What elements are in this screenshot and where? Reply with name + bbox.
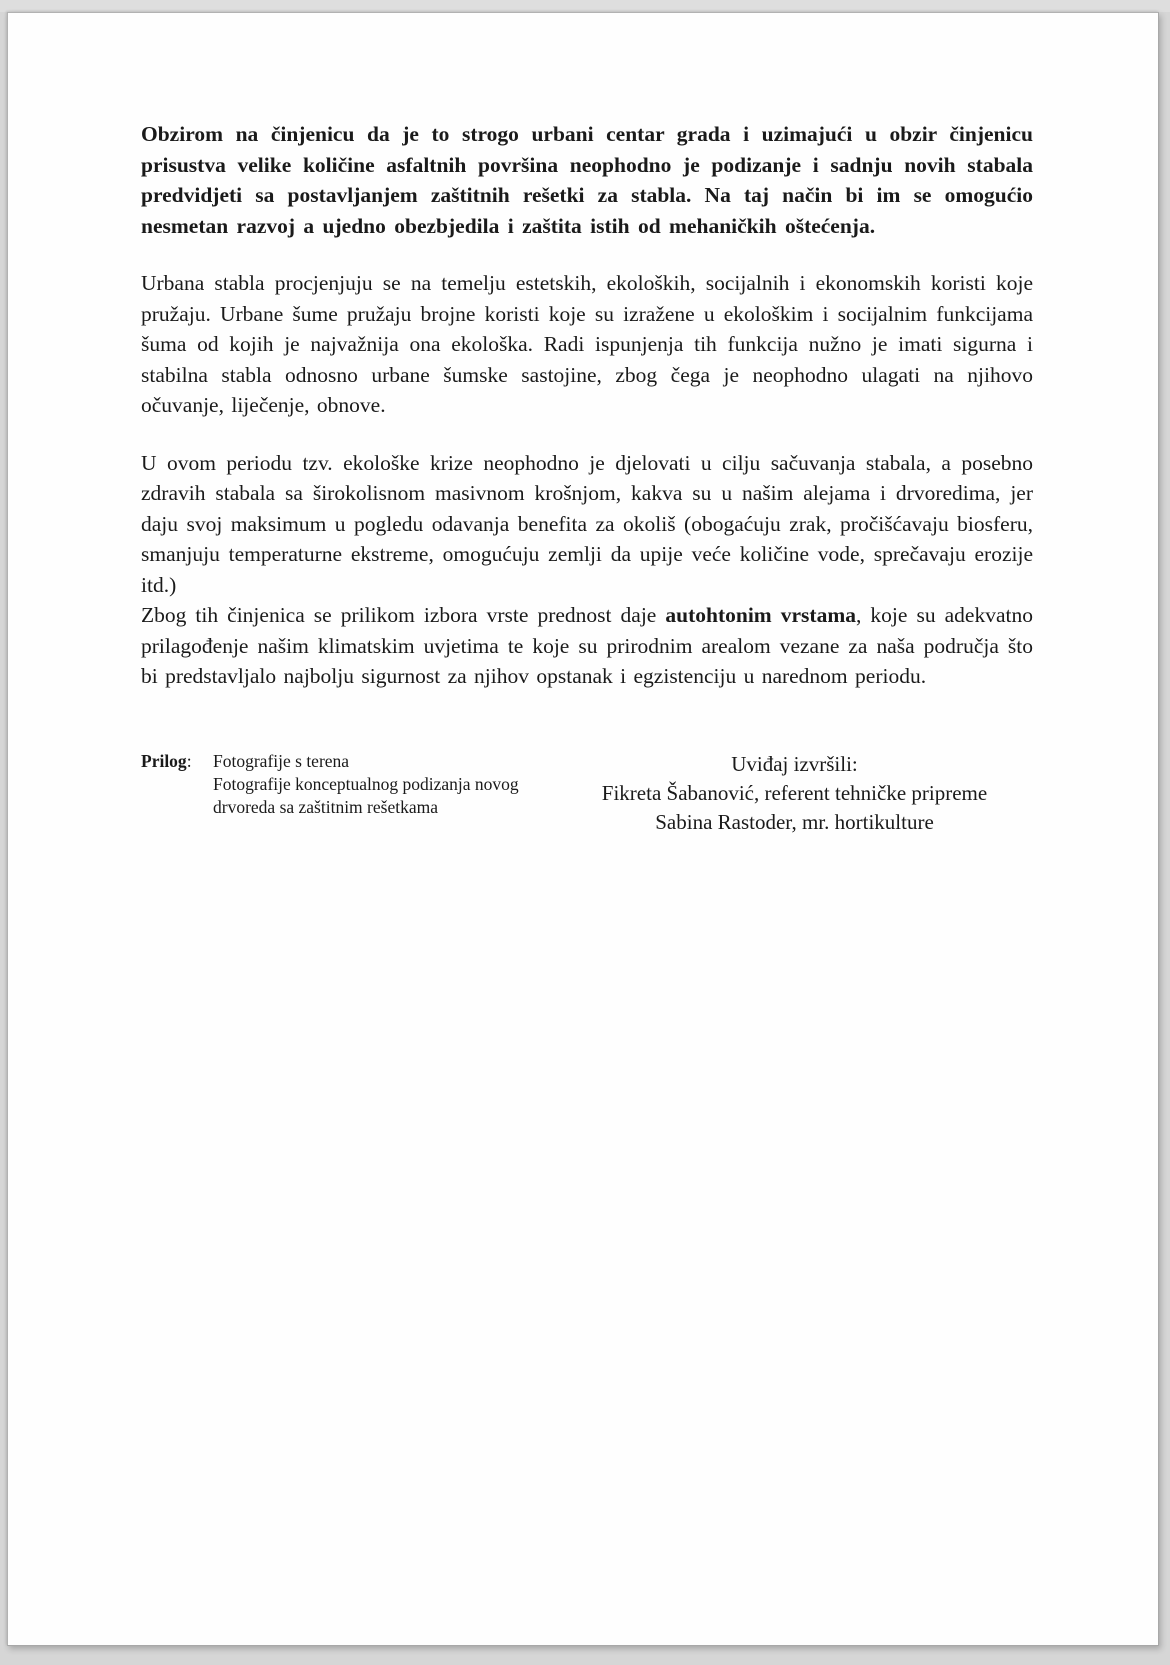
paragraph-autohtone-bold-phrase: autohtonim vrstama xyxy=(665,603,856,627)
signature-person-2: Sabina Rastoder, mr. hortikulture xyxy=(655,809,934,834)
attachments-label-cell xyxy=(141,750,213,819)
attachments-list xyxy=(213,750,556,819)
signature-block xyxy=(556,750,1033,837)
signature-heading: Uviđaj izvršili: xyxy=(731,751,858,776)
paragraph-autohtone-before: Zbog tih činjenica se prilikom izbora vrste prednost daje xyxy=(141,603,666,627)
footer-row xyxy=(141,750,1033,837)
paragraph-autohtone-vrste xyxy=(141,600,1033,692)
paragraph-intro: Obzirom na činjenicu da je to strogo urbani centar grada i uzimajući u obzir činjenicu prisustva velike količine asfaltnih površina neophodno je podizanje i sadnju novih stabala predvidjeti sa postavljanjem zaštitnih rešetki za stabla. Na taj način bi im se omogućio nesmetan razvoj a ujedno obezbjedila i zaštita istih od mehaničkih oštećenja. xyxy=(141,122,1033,238)
attachment-item-3: drvoreda sa zaštitnim rešetkama xyxy=(213,796,438,817)
attachments-label: Prilog xyxy=(141,750,187,771)
document-page xyxy=(7,12,1159,1646)
attachment-item-1: Fotografije s terena xyxy=(213,750,350,771)
document-content xyxy=(8,13,1158,1645)
signature-person-1: Fikreta Šabanović, referent tehničke pripreme xyxy=(601,780,988,805)
attachments-block xyxy=(141,750,556,819)
paragraph-autohtone-after: , koje su adekvatno prilagođenje našim klimatskim uvjetima te koje su prirodnim arealom vezane za naša područja što bi predstavljalo najbolju sigurnost za njihov opstanak i egzistenciju u narednom periodu. xyxy=(141,603,1033,688)
attachment-item-2: Fotografije konceptualnog podizanja novog xyxy=(213,773,519,794)
attachments-label-colon: : xyxy=(186,750,192,771)
paragraph-ekoloska-kriza: U ovom periodu tzv. ekološke krize neophodno je djelovati u cilju sačuvanja stabala, a posebno zdravih stabala sa širokolisnom masivnom krošnjom, kakva su u našim alejama i drvoredima, jer daju svoj maksimum u pogledu odavanja benefita za okoliš (obogaćuju zrak, pročišćavaju biosferu, smanjuju temperaturne ekstreme, omogućuju zemlji da upije veće količine vode, sprečavaju erozije itd.) xyxy=(141,450,1033,597)
paragraph-urbana-stabla: Urbana stabla procjenjuju se na temelju estetskih, ekoloških, socijalnih i ekonomskih koristi koje pružaju. Urbane šume pružaju brojne koristi koje su izražene u ekološkim i socijalnim funkcijama šuma od kojih je najvažnija ona ekološka. Radi ispunjenja tih funkcija nužno je imati sigurna i stabilna stabla odnosno urbane šumske sastojine, zbog čega je neophodno ulagati na njihovo očuvanje, liječenje, obnove. xyxy=(141,271,1033,417)
